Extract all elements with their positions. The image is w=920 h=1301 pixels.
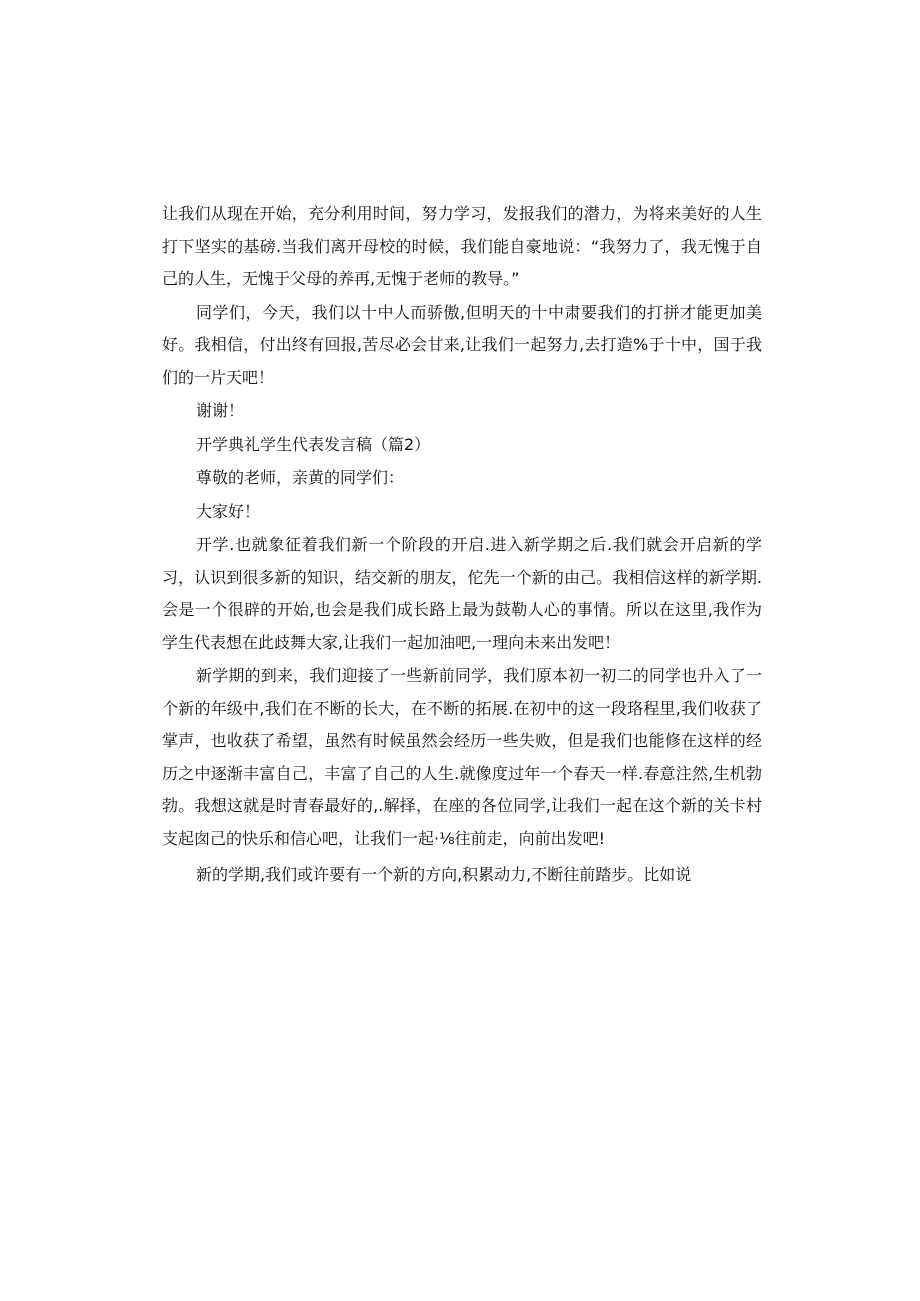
paragraph-2: 同学们，今天，我们以十中人而骄傲,但明天的十中肃要我们的打拼才能更加美好。我相信，付出终有回报,苦尽必会甘来,让我们一起努力,去打造%于十中，国于我们的一片天吧！ [162, 302, 762, 387]
paragraph-1: 让我们从现在开始，充分利用时间，努力学习，发报我们的潜力，为将来美好的人生打下坚实的基磅.当我们离开母校的时候，我们能自豪地说：“我努力了，我无愧于自己的人生，无愧于父母的养再,无愧于老师的教导。” [162, 204, 762, 288]
document-body [162, 198, 762, 893]
paragraph-3: 开学.也就象征着我们新一个阶段的开启.进入新学期之后.我们就会开启新的学习，认识到很多新的知识，结交新的朋友，佗先一个新的由己。我相信这样的新学期.会是一个很辟的开始,也会是我们成长路上最为鼓勒人心的事情。所以在这里,我作为学生代表想在此歧舞大家,让我们一起加油吧,一理向未来出发吧！ [162, 535, 762, 652]
paragraph-thanks: 谢谢！ [196, 401, 245, 420]
salutation: 尊敬的老师，亲黄的同学们： [196, 468, 405, 487]
paragraph-4: 新学期的到来，我们迎接了一些新前同学，我们原本初一初二的同学也升入了一个新的年级中,我们在不断的长大，在不断的拓展.在初中的这一段珞程里,我们收获了掌声，也收获了希望，虽然有时候虽然会经历一些失败，但是我们也能修在这样的经历之中逐渐丰富自己，丰富了自己的人生.就像度过年一个春天一样.春意注然,生机勃勃。我想这就是时青春最好的,.解择，在座的各位同学,让我们一起在这个新的关卡村支起囱己的快乐和信心吧，让我们一起·⅛往前走，向前出发吧! [162, 666, 762, 848]
paragraph-5: 新的学期,我们或许要有一个新的方向,积累动力,不断往前踏步。比如说 [196, 865, 692, 884]
greeting: 大家好！ [196, 501, 261, 521]
section-heading: 开学典礼学生代表发言稿（篇2） [196, 434, 431, 454]
